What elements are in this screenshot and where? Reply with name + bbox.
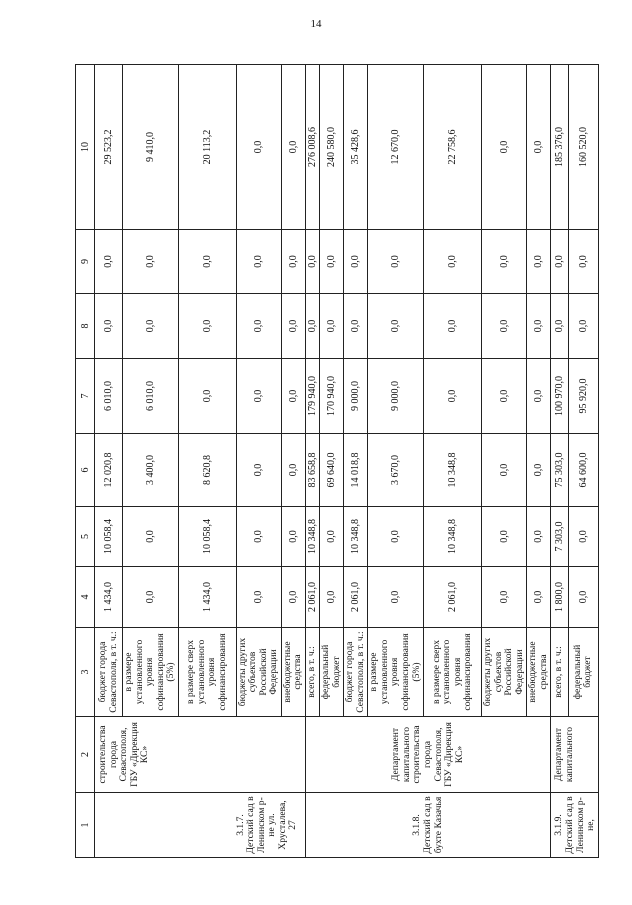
value-cell: 69 640,0 <box>320 434 344 507</box>
value-cell: 0,0 <box>527 567 551 628</box>
value-cell: 10 058,4 <box>95 507 123 567</box>
value-cell: 6 010,0 <box>95 359 123 434</box>
value-cell: 0,0 <box>482 507 527 567</box>
funding-source: федеральный бюджет <box>320 628 344 717</box>
value-cell: 0,0 <box>368 567 424 628</box>
header-cell: 3 <box>76 628 95 717</box>
object-name: 3.1.8. Детский сад в бухте Казачья <box>306 793 551 858</box>
funding-source: бюджеты других субъектов Российской Федерации <box>482 628 527 717</box>
value-cell: 0,0 <box>281 434 305 507</box>
value-cell: 0,0 <box>568 294 598 359</box>
header-row <box>76 65 95 858</box>
value-cell: 185 376,0 <box>551 65 568 230</box>
value-cell: 22 758,6 <box>424 65 482 230</box>
value-cell: 75 303,0 <box>551 434 568 507</box>
value-cell: 9 000,0 <box>344 359 368 434</box>
value-cell: 0,0 <box>482 65 527 230</box>
value-cell: 0,0 <box>527 434 551 507</box>
object-name: 3.1.9. Детский сад в Ленинском р-не, <box>551 793 598 858</box>
value-cell: 0,0 <box>482 434 527 507</box>
executor: строительства города Севастополя, ГБУ «Дирекция КС» <box>95 717 306 793</box>
value-cell: 179 940,0 <box>306 359 320 434</box>
executor: Департамент капитального <box>551 717 598 793</box>
value-cell: 0,0 <box>306 294 320 359</box>
value-cell: 0,0 <box>424 294 482 359</box>
table-row <box>95 65 123 858</box>
value-cell: 0,0 <box>568 230 598 294</box>
executor: Департамент капитального строительства города Севастополя, ГБУ «Дирекция КС» <box>306 717 551 793</box>
value-cell: 0,0 <box>368 507 424 567</box>
value-cell: 0,0 <box>281 507 305 567</box>
value-cell: 0,0 <box>178 359 236 434</box>
rotated-table-content <box>75 65 597 858</box>
funding-source: в размере сверх установленного уровня софинансирования <box>424 628 482 717</box>
value-cell: 64 600,0 <box>568 434 598 507</box>
value-cell: 0,0 <box>527 507 551 567</box>
header-cell: 9 <box>76 230 95 294</box>
value-cell: 0,0 <box>236 434 281 507</box>
value-cell: 0,0 <box>320 294 344 359</box>
value-cell: 0,0 <box>368 294 424 359</box>
table-row <box>306 65 320 858</box>
header-cell: 4 <box>76 567 95 628</box>
value-cell: 170 940,0 <box>320 359 344 434</box>
value-cell: 0,0 <box>527 65 551 230</box>
value-cell: 95 920,0 <box>568 359 598 434</box>
value-cell: 100 970,0 <box>551 359 568 434</box>
value-cell: 276 008,6 <box>306 65 320 230</box>
value-cell: 1 434,0 <box>95 567 123 628</box>
header-cell: 8 <box>76 294 95 359</box>
funding-source: всего, в т. ч.: <box>306 628 320 717</box>
value-cell: 0,0 <box>236 230 281 294</box>
value-cell: 0,0 <box>236 65 281 230</box>
rotated-table-frame <box>75 65 597 858</box>
value-cell: 0,0 <box>320 507 344 567</box>
value-cell: 1 800,0 <box>551 567 568 628</box>
value-cell: 0,0 <box>320 230 344 294</box>
funding-source: бюджет города Севастополя, в т. ч.: <box>95 628 123 717</box>
value-cell: 12 020,8 <box>95 434 123 507</box>
value-cell: 0,0 <box>568 507 598 567</box>
value-cell: 83 658,8 <box>306 434 320 507</box>
value-cell: 0,0 <box>344 230 368 294</box>
value-cell: 0,0 <box>123 294 179 359</box>
value-cell: 14 018,8 <box>344 434 368 507</box>
value-cell: 0,0 <box>482 567 527 628</box>
funding-source: внебюджетные средства <box>281 628 305 717</box>
table-row <box>551 65 568 858</box>
value-cell: 0,0 <box>281 359 305 434</box>
value-cell: 0,0 <box>551 294 568 359</box>
value-cell: 35 428,6 <box>344 65 368 230</box>
value-cell: 0,0 <box>527 230 551 294</box>
funding-source: внебюджетные средства <box>527 628 551 717</box>
value-cell: 9 410,0 <box>123 65 179 230</box>
value-cell: 8 620,8 <box>178 434 236 507</box>
page-number: 14 <box>310 18 322 30</box>
value-cell: 240 580,0 <box>320 65 344 230</box>
header-cell: 5 <box>76 507 95 567</box>
value-cell: 0,0 <box>424 359 482 434</box>
funding-source: в размере установленного уровня софинансирования (5%) <box>368 628 424 717</box>
value-cell: 0,0 <box>123 567 179 628</box>
value-cell: 0,0 <box>236 359 281 434</box>
value-cell: 0,0 <box>281 65 305 230</box>
value-cell: 2 061,0 <box>424 567 482 628</box>
value-cell: 0,0 <box>568 567 598 628</box>
value-cell: 0,0 <box>95 230 123 294</box>
value-cell: 10 058,4 <box>178 507 236 567</box>
value-cell: 3 400,0 <box>123 434 179 507</box>
value-cell: 12 670,0 <box>368 65 424 230</box>
header-cell: 6 <box>76 434 95 507</box>
value-cell: 0,0 <box>123 507 179 567</box>
value-cell: 0,0 <box>320 567 344 628</box>
value-cell: 0,0 <box>527 294 551 359</box>
value-cell: 1 434,0 <box>178 567 236 628</box>
value-cell: 29 523,2 <box>95 65 123 230</box>
funding-source: в размере установленного уровня софинансирования (5%) <box>123 628 179 717</box>
value-cell: 2 061,0 <box>306 567 320 628</box>
funding-source: всего, в т. ч.: <box>551 628 568 717</box>
value-cell: 6 010,0 <box>123 359 179 434</box>
object-name: 3.1.7. Детский сад в Ленинском р-не ул. Хрусталева, 27 <box>95 793 306 858</box>
value-cell: 10 348,8 <box>344 507 368 567</box>
value-cell: 0,0 <box>281 230 305 294</box>
value-cell: 10 348,8 <box>306 507 320 567</box>
funding-source: в размере сверх установленного уровня софинансирования <box>178 628 236 717</box>
funding-source: федеральный бюджет <box>568 628 598 717</box>
value-cell: 0,0 <box>123 230 179 294</box>
value-cell: 0,0 <box>178 230 236 294</box>
value-cell: 0,0 <box>281 567 305 628</box>
value-cell: 0,0 <box>482 359 527 434</box>
funding-source: бюджеты других субъектов Российской Федерации <box>236 628 281 717</box>
value-cell: 0,0 <box>236 567 281 628</box>
value-cell: 3 670,0 <box>368 434 424 507</box>
funding-source: бюджет города Севастополя, в т. ч.: <box>344 628 368 717</box>
header-cell: 7 <box>76 359 95 434</box>
value-cell: 20 113,2 <box>178 65 236 230</box>
funding-table <box>75 64 599 858</box>
value-cell: 0,0 <box>344 294 368 359</box>
value-cell: 2 061,0 <box>344 567 368 628</box>
value-cell: 0,0 <box>178 294 236 359</box>
header-cell: 2 <box>76 717 95 793</box>
value-cell: 7 303,0 <box>551 507 568 567</box>
value-cell: 0,0 <box>236 507 281 567</box>
value-cell: 0,0 <box>482 230 527 294</box>
value-cell: 9 000,0 <box>368 359 424 434</box>
value-cell: 10 348,8 <box>424 434 482 507</box>
value-cell: 0,0 <box>236 294 281 359</box>
value-cell: 0,0 <box>551 230 568 294</box>
value-cell: 0,0 <box>482 294 527 359</box>
header-cell: 10 <box>76 65 95 230</box>
value-cell: 0,0 <box>368 230 424 294</box>
value-cell: 0,0 <box>424 230 482 294</box>
value-cell: 0,0 <box>95 294 123 359</box>
value-cell: 160 520,0 <box>568 65 598 230</box>
value-cell: 10 348,8 <box>424 507 482 567</box>
header-cell: 1 <box>76 793 95 858</box>
value-cell: 0,0 <box>306 230 320 294</box>
value-cell: 0,0 <box>527 359 551 434</box>
value-cell: 0,0 <box>281 294 305 359</box>
